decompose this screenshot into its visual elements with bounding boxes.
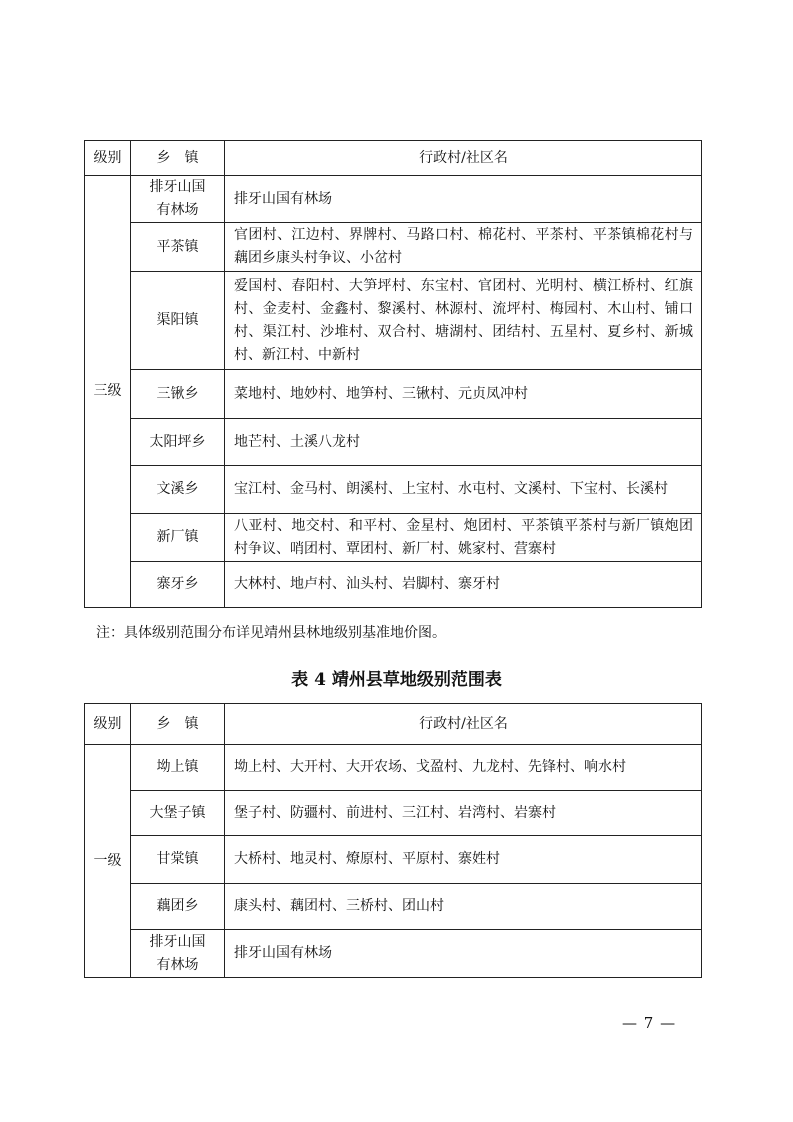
villages-cell: 大桥村、地灵村、燎原村、平原村、寨姓村 [225,836,702,884]
town-cell: 坳上镇 [131,745,225,791]
level-cell: 三级 [85,176,131,608]
villages-cell: 堡子村、防疆村、前进村、三江村、岩湾村、岩寨村 [225,791,702,836]
table-row [85,176,702,223]
table-header-row [85,141,702,176]
page-number: — 7 — [622,1014,677,1032]
villages-cell: 大林村、地卢村、汕头村、岩脚村、寨牙村 [225,562,702,608]
level-cell: 一级 [85,745,131,978]
table-title: 表 4 靖州县草地级别范围表 [291,670,502,690]
header-town: 乡 镇 [131,141,225,176]
town-cell: 排牙山国有林场 [131,176,225,223]
grassland-level-table [84,703,702,978]
town-cell: 寨牙乡 [131,562,225,608]
town-cell: 排牙山国有林场 [131,930,225,978]
table-row [85,514,702,562]
table-row [85,562,702,608]
table-row [85,223,702,272]
table-row [85,930,702,978]
villages-cell: 康头村、藕团村、三桥村、团山村 [225,884,702,930]
town-cell: 文溪乡 [131,466,225,514]
villages-cell: 菜地村、地妙村、地笋村、三锹村、元贞凤冲村 [225,370,702,419]
town-cell: 甘棠镇 [131,836,225,884]
table-row [85,466,702,514]
town-cell: 太阳坪乡 [131,419,225,466]
table-row [85,836,702,884]
villages-cell: 爱国村、春阳村、大笋坪村、东宝村、官团村、光明村、横江桥村、红旗村、金麦村、金鑫村、黎溪村、林源村、流坪村、梅园村、木山村、铺口村、渠江村、沙堆村、双合村、塘湖村、团结村、五星村、夏乡村、新城村、新江村、中新村 [225,272,702,370]
table-row [85,884,702,930]
town-cell: 大堡子镇 [131,791,225,836]
town-cell: 平茶镇 [131,223,225,272]
town-cell: 新厂镇 [131,514,225,562]
villages-cell: 八亚村、地交村、和平村、金星村、炮团村、平茶镇平茶村与新厂镇炮团村争议、哨团村、覃团村、新厂村、姚家村、营寨村 [225,514,702,562]
header-level: 级别 [85,704,131,745]
villages-cell: 地芒村、土溪八龙村 [225,419,702,466]
table-row [85,370,702,419]
villages-cell: 排牙山国有林场 [225,176,702,223]
villages-cell: 排牙山国有林场 [225,930,702,978]
table-note: 注：具体级别范围分布详见靖州县林地级别基准地价图。 [96,625,446,641]
table-row [85,272,702,370]
table-header-row [85,704,702,745]
villages-cell: 宝江村、金马村、朗溪村、上宝村、水屯村、文溪村、下宝村、长溪村 [225,466,702,514]
table-row [85,419,702,466]
table-row [85,745,702,791]
table-row [85,791,702,836]
header-villages: 行政村/社区名 [225,704,702,745]
villages-cell: 官团村、江边村、界牌村、马路口村、棉花村、平茶村、平茶镇棉花村与藕团乡康头村争议、小岔村 [225,223,702,272]
town-cell: 渠阳镇 [131,272,225,370]
town-cell: 藕团乡 [131,884,225,930]
header-villages: 行政村/社区名 [225,141,702,176]
header-town: 乡 镇 [131,704,225,745]
town-cell: 三锹乡 [131,370,225,419]
villages-cell: 坳上村、大开村、大开农场、戈盈村、九龙村、先锋村、响水村 [225,745,702,791]
header-level: 级别 [85,141,131,176]
forest-land-level-table [84,140,702,608]
